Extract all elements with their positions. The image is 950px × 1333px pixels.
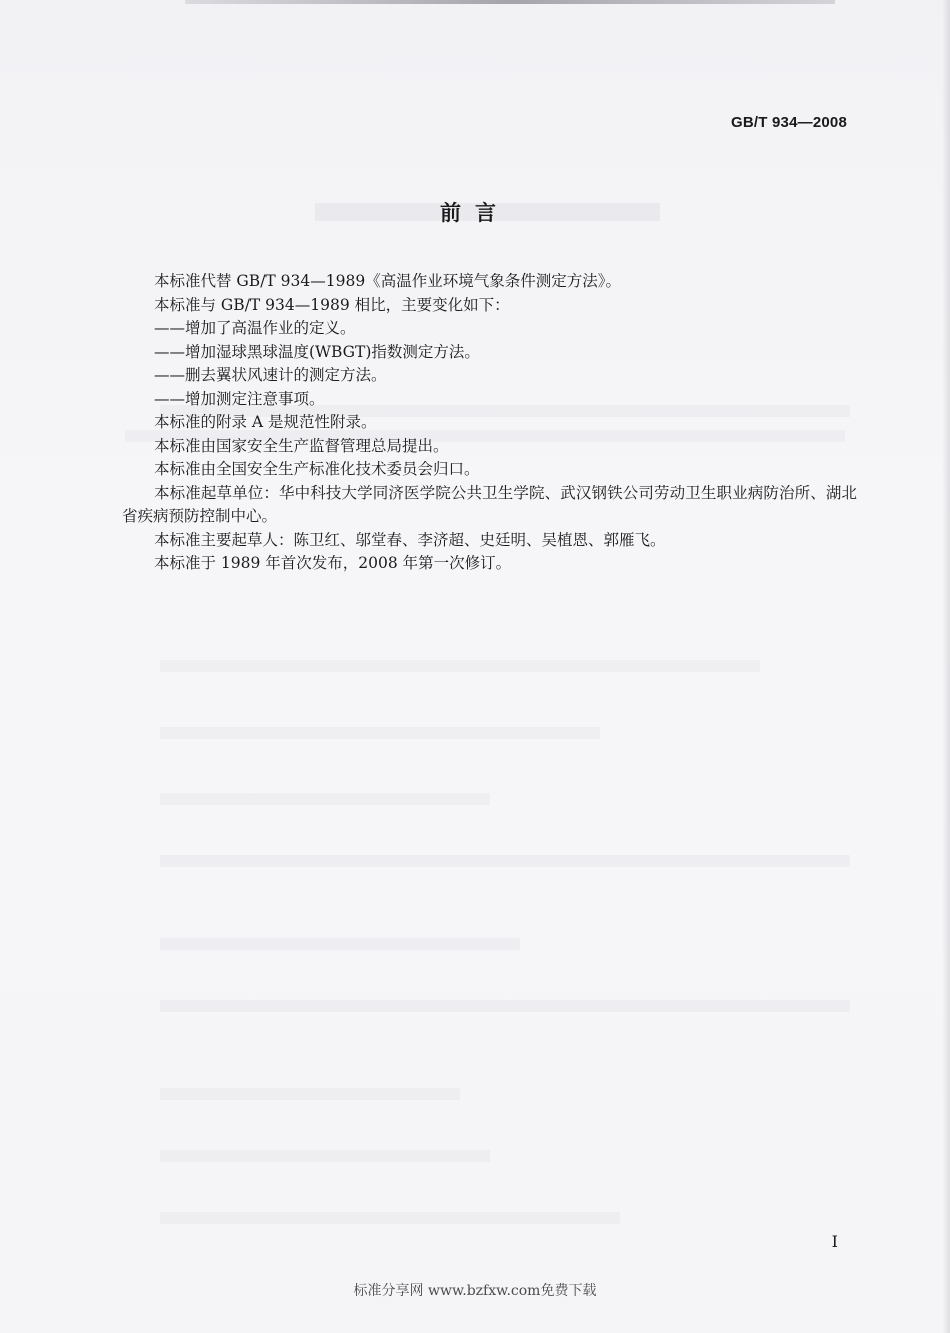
paragraph: 本标准起草单位：华中科技大学同济医学院公共卫生学院、武汉钢铁公司劳动卫生职业病防治所、湖北省疾病预防控制中心。	[122, 483, 857, 525]
footer-watermark-text: 标准分享网 www.bzfxw.com免费下载	[353, 1283, 597, 1299]
bleed-through-mark	[160, 660, 760, 672]
paragraph: 本标准由国家安全生产监督管理总局提出。	[154, 436, 449, 455]
paragraph: 本标准于 1989 年首次发布，2008 年第一次修订。	[154, 554, 512, 572]
page-number: I	[831, 1232, 838, 1251]
list-item: ——删去翼状风速计的测定方法。	[154, 366, 387, 384]
bleed-through-mark	[160, 938, 520, 950]
bleed-through-mark	[160, 1000, 850, 1012]
bleed-through-mark	[160, 727, 600, 739]
list-item: ——增加湿球黑球温度(WBGT)指数测定方法。	[154, 342, 480, 361]
paragraph: 本标准代替 GB/T 934—1989《高温作业环境气象条件测定方法》。	[154, 272, 621, 290]
bleed-through-mark	[160, 1212, 620, 1224]
bleed-through-mark	[160, 855, 850, 867]
bleed-through-mark	[160, 1150, 490, 1162]
page-title: 前言	[440, 201, 510, 225]
scan-top-edge	[185, 0, 835, 4]
list-item: ——增加测定注意事项。	[154, 389, 325, 408]
standard-code: GB/T 934—2008	[731, 114, 847, 131]
paragraph: 本标准的附录 A 是规范性附录。	[154, 413, 377, 431]
paragraph: 本标准由全国安全生产标准化技术委员会归口。	[154, 460, 480, 478]
bleed-through-mark	[160, 1088, 460, 1100]
foreword-body	[122, 270, 857, 576]
list-item: ——增加了高温作业的定义。	[154, 319, 356, 337]
paragraph: 本标准主要起草人：陈卫红、邬堂春、李济超、史廷明、吴植恩、郭雁飞。	[154, 530, 666, 549]
bleed-through-mark	[160, 793, 490, 805]
paragraph: 本标准与 GB/T 934—1989 相比，主要变化如下：	[154, 295, 510, 314]
